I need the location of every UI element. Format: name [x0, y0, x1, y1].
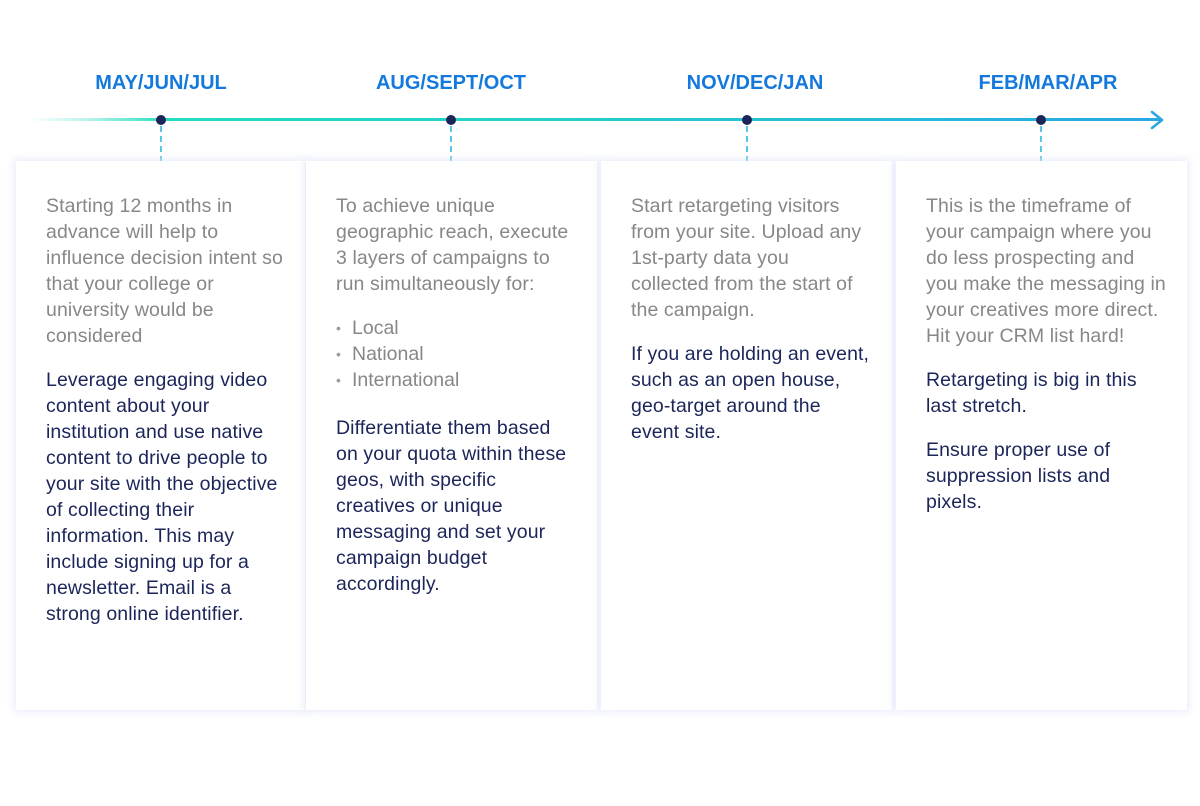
- timeline-marker-4: [1036, 115, 1046, 125]
- timeline-marker-1: [156, 115, 166, 125]
- phase-card-aug-sept-oct: [306, 161, 597, 710]
- geo-layer-list: [336, 315, 577, 393]
- timeline-marker-2: [446, 115, 456, 125]
- timeline-axis-line: [30, 118, 1160, 121]
- period-label-nov-dec-jan: NOV/DEC/JAN: [686, 72, 824, 94]
- timeline: [0, 0, 1200, 170]
- phase-cards: [16, 161, 1187, 710]
- timeline-connector-2: [450, 126, 452, 162]
- list-item: • National: [336, 343, 424, 365]
- card-body-text-2: Ensure proper use of suppression lists and pixels.: [926, 439, 1111, 513]
- timeline-connector-3: [746, 126, 748, 162]
- bullet-icon: •: [336, 372, 341, 388]
- card-intro-text: Starting 12 months in advance will help to influence decision intent so that your college or university would be considered: [46, 195, 283, 347]
- arrow-right-icon: [1146, 109, 1168, 131]
- card-body-text: Leverage engaging video content about your institution and use native content to drive people to your site with the objective of collecting their information. This may include signing up for a newsletter. Email is a strong online identifier.: [46, 369, 278, 625]
- bullet-icon: •: [336, 320, 341, 336]
- period-label-aug-sept-oct: AUG/SEPT/OCT: [375, 72, 527, 94]
- card-intro-text: To achieve unique geographic reach, execute 3 layers of campaigns to run simultaneously for:: [336, 195, 569, 295]
- timeline-marker-3: [742, 115, 752, 125]
- bullet-icon: •: [336, 346, 341, 362]
- timeline-connector-1: [160, 126, 162, 162]
- card-body-text: If you are holding an event, such as an open house, geo-target around the event site.: [631, 343, 870, 443]
- period-label-may-jun-jul: MAY/JUN/JUL: [95, 72, 227, 94]
- card-intro-text: This is the timeframe of your campaign where you do less prospecting and you make the messaging in your creatives more direct. Hit your CRM list hard!: [926, 195, 1166, 347]
- list-item: • Local: [336, 317, 399, 339]
- phase-card-feb-mar-apr: [896, 161, 1187, 710]
- card-body-text: Differentiate them based on your quota within these geos, with specific creatives or unique messaging and set your campaign budget accordingly.: [336, 417, 567, 595]
- card-intro-text: Start retargeting visitors from your site. Upload any 1st-party data you collected from the start of the campaign.: [631, 195, 862, 321]
- list-item: • International: [336, 369, 460, 391]
- card-body-text: Retargeting is big in this last stretch.: [926, 369, 1137, 417]
- phase-card-may-jun-jul: [16, 161, 305, 710]
- timeline-connector-4: [1040, 126, 1042, 162]
- period-label-feb-mar-apr: FEB/MAR/APR: [978, 72, 1118, 94]
- phase-card-nov-dec-jan: [601, 161, 892, 710]
